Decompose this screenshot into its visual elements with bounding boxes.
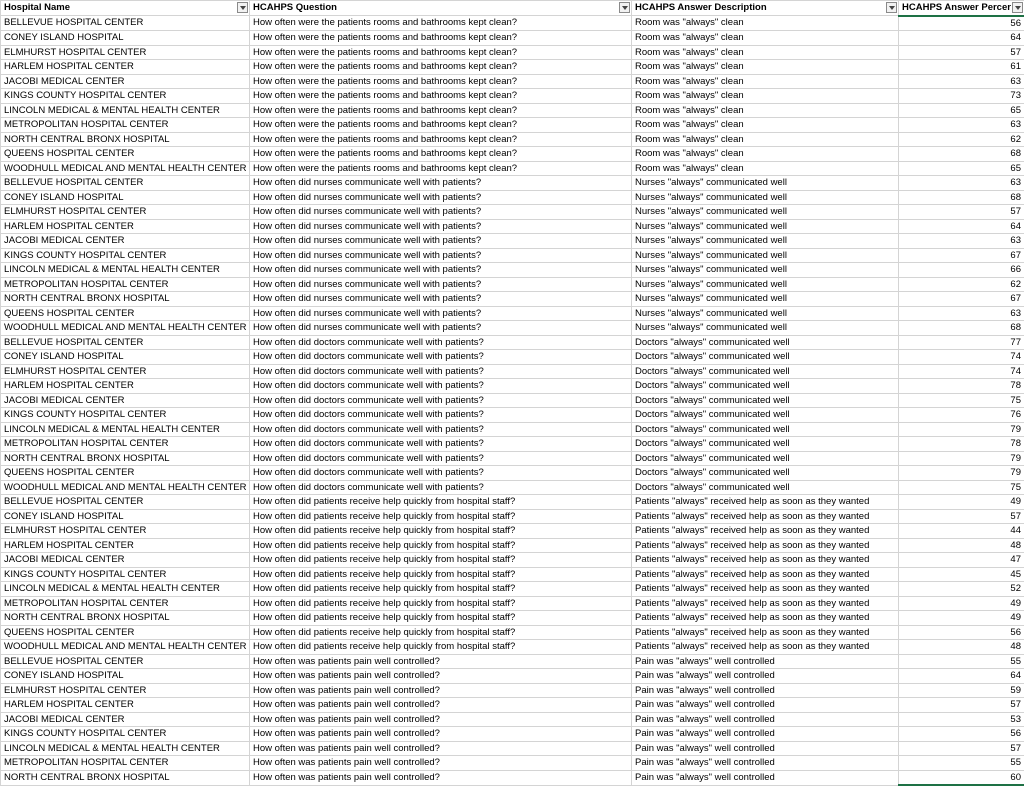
cell-question[interactable]: How often did nurses communicate well with patients? [250, 321, 632, 336]
cell-answer-description[interactable]: Patients "always" received help as soon as they wanted [632, 538, 899, 553]
cell-hospital-name[interactable]: HARLEM HOSPITAL CENTER [1, 538, 250, 553]
cell-question[interactable]: How often did patients receive help quickly from hospital staff? [250, 611, 632, 626]
cell-hospital-name[interactable]: METROPOLITAN HOSPITAL CENTER [1, 277, 250, 292]
table-row [1, 654, 1024, 669]
cell-answer-description[interactable]: Room was "always" clean [632, 60, 899, 75]
cell-hospital-name[interactable]: JACOBI MEDICAL CENTER [1, 393, 250, 408]
cell-question[interactable]: How often did doctors communicate well with patients? [250, 437, 632, 452]
cell-hospital-name[interactable]: HARLEM HOSPITAL CENTER [1, 219, 250, 234]
cell-question[interactable]: How often did nurses communicate well with patients? [250, 306, 632, 321]
cell-answer-description[interactable]: Doctors "always" communicated well [632, 379, 899, 394]
cell-question[interactable]: How often did nurses communicate well with patients? [250, 205, 632, 220]
cell-answer-percent[interactable]: 57 [899, 698, 1024, 713]
cell-answer-description[interactable]: Nurses "always" communicated well [632, 234, 899, 249]
cell-hospital-name[interactable]: BELLEVUE HOSPITAL CENTER [1, 335, 250, 350]
cell-answer-percent[interactable]: 74 [899, 350, 1024, 365]
cell-answer-description[interactable]: Doctors "always" communicated well [632, 480, 899, 495]
cell-answer-description[interactable]: Patients "always" received help as soon as they wanted [632, 495, 899, 510]
cell-answer-percent[interactable]: 52 [899, 582, 1024, 597]
cell-hospital-name[interactable]: HARLEM HOSPITAL CENTER [1, 698, 250, 713]
header-hcahps-answer-description[interactable] [632, 1, 899, 16]
cell-hospital-name[interactable]: LINCOLN MEDICAL & MENTAL HEALTH CENTER [1, 263, 250, 278]
cell-question[interactable]: How often did doctors communicate well with patients? [250, 379, 632, 394]
cell-question[interactable]: How often did patients receive help quickly from hospital staff? [250, 553, 632, 568]
cell-answer-percent[interactable]: 78 [899, 379, 1024, 394]
table-row [1, 161, 1024, 176]
cell-question[interactable]: How often were the patients rooms and bathrooms kept clean? [250, 31, 632, 46]
table-row [1, 74, 1024, 89]
cell-answer-description[interactable]: Room was "always" clean [632, 132, 899, 147]
cell-answer-description[interactable]: Nurses "always" communicated well [632, 292, 899, 307]
cell-hospital-name[interactable]: WOODHULL MEDICAL AND MENTAL HEALTH CENTER [1, 640, 250, 655]
cell-question[interactable]: How often was patients pain well controlled? [250, 727, 632, 742]
table-row [1, 16, 1024, 31]
cell-answer-description[interactable]: Nurses "always" communicated well [632, 263, 899, 278]
cell-question[interactable]: How often was patients pain well controlled? [250, 756, 632, 771]
cell-question[interactable]: How often did patients receive help quickly from hospital staff? [250, 495, 632, 510]
cell-answer-description[interactable]: Doctors "always" communicated well [632, 437, 899, 452]
header-label: HCAHPS Answer Description [635, 2, 767, 14]
cell-answer-percent[interactable]: 76 [899, 408, 1024, 423]
cell-answer-percent[interactable]: 67 [899, 248, 1024, 263]
cell-hospital-name[interactable]: CONEY ISLAND HOSPITAL [1, 669, 250, 684]
cell-answer-description[interactable]: Nurses "always" communicated well [632, 306, 899, 321]
cell-hospital-name[interactable]: WOODHULL MEDICAL AND MENTAL HEALTH CENTER [1, 480, 250, 495]
cell-answer-percent[interactable]: 67 [899, 292, 1024, 307]
cell-answer-description[interactable]: Nurses "always" communicated well [632, 277, 899, 292]
cell-answer-percent[interactable]: 45 [899, 567, 1024, 582]
cell-answer-percent[interactable]: 64 [899, 31, 1024, 46]
cell-answer-description[interactable]: Doctors "always" communicated well [632, 466, 899, 481]
cell-question[interactable]: How often did patients receive help quickly from hospital staff? [250, 524, 632, 539]
cell-answer-percent[interactable]: 56 [899, 16, 1024, 31]
table-row [1, 176, 1024, 191]
filter-dropdown-icon[interactable] [886, 2, 897, 13]
cell-hospital-name[interactable]: BELLEVUE HOSPITAL CENTER [1, 654, 250, 669]
cell-question[interactable]: How often did nurses communicate well with patients? [250, 219, 632, 234]
cell-answer-percent[interactable]: 49 [899, 596, 1024, 611]
cell-hospital-name[interactable]: NORTH CENTRAL BRONX HOSPITAL [1, 292, 250, 307]
cell-question[interactable]: How often were the patients rooms and bathrooms kept clean? [250, 132, 632, 147]
cell-answer-percent[interactable]: 48 [899, 640, 1024, 655]
table-row [1, 596, 1024, 611]
cell-answer-percent[interactable]: 63 [899, 234, 1024, 249]
cell-hospital-name[interactable]: BELLEVUE HOSPITAL CENTER [1, 16, 250, 31]
table-row [1, 451, 1024, 466]
cell-question[interactable]: How often did patients receive help quickly from hospital staff? [250, 509, 632, 524]
cell-question[interactable]: How often did patients receive help quickly from hospital staff? [250, 640, 632, 655]
table-row [1, 219, 1024, 234]
cell-answer-percent[interactable]: 55 [899, 756, 1024, 771]
cell-answer-percent[interactable]: 65 [899, 161, 1024, 176]
cell-question[interactable]: How often did patients receive help quickly from hospital staff? [250, 582, 632, 597]
cell-answer-description[interactable]: Nurses "always" communicated well [632, 190, 899, 205]
cell-question[interactable]: How often were the patients rooms and bathrooms kept clean? [250, 45, 632, 60]
cell-hospital-name[interactable]: METROPOLITAN HOSPITAL CENTER [1, 437, 250, 452]
cell-hospital-name[interactable]: CONEY ISLAND HOSPITAL [1, 31, 250, 46]
table-row [1, 553, 1024, 568]
header-label: HCAHPS Answer Percer [902, 2, 1011, 13]
cell-answer-percent[interactable]: 57 [899, 741, 1024, 756]
header-row [1, 1, 1024, 16]
cell-answer-percent[interactable]: 63 [899, 118, 1024, 133]
cell-answer-percent[interactable]: 63 [899, 306, 1024, 321]
table-row [1, 582, 1024, 597]
cell-question[interactable]: How often did doctors communicate well with patients? [250, 350, 632, 365]
cell-answer-percent[interactable]: 79 [899, 451, 1024, 466]
cell-hospital-name[interactable]: HARLEM HOSPITAL CENTER [1, 60, 250, 75]
cell-question[interactable]: How often did doctors communicate well with patients? [250, 422, 632, 437]
table-row [1, 524, 1024, 539]
cell-question[interactable]: How often did nurses communicate well with patients? [250, 176, 632, 191]
cell-question[interactable]: How often was patients pain well controlled? [250, 669, 632, 684]
cell-question[interactable]: How often did patients receive help quickly from hospital staff? [250, 625, 632, 640]
cell-answer-percent[interactable]: 68 [899, 190, 1024, 205]
table-row [1, 277, 1024, 292]
table-row [1, 480, 1024, 495]
cell-question[interactable]: How often did nurses communicate well with patients? [250, 248, 632, 263]
cell-answer-percent[interactable]: 63 [899, 74, 1024, 89]
table-row [1, 567, 1024, 582]
cell-question[interactable]: How often were the patients rooms and bathrooms kept clean? [250, 147, 632, 162]
cell-answer-description[interactable]: Room was "always" clean [632, 161, 899, 176]
cell-answer-description[interactable]: Pain was "always" well controlled [632, 712, 899, 727]
cell-answer-description[interactable]: Patients "always" received help as soon as they wanted [632, 640, 899, 655]
cell-hospital-name[interactable]: LINCOLN MEDICAL & MENTAL HEALTH CENTER [1, 103, 250, 118]
cell-question[interactable]: How often did nurses communicate well with patients? [250, 292, 632, 307]
cell-answer-percent[interactable]: 68 [899, 147, 1024, 162]
cell-answer-percent[interactable]: 62 [899, 277, 1024, 292]
cell-hospital-name[interactable]: NORTH CENTRAL BRONX HOSPITAL [1, 132, 250, 147]
cell-answer-description[interactable]: Pain was "always" well controlled [632, 654, 899, 669]
table-row [1, 538, 1024, 553]
cell-hospital-name[interactable]: JACOBI MEDICAL CENTER [1, 234, 250, 249]
cell-answer-description[interactable]: Room was "always" clean [632, 89, 899, 104]
cell-answer-percent[interactable]: 61 [899, 60, 1024, 75]
table-row [1, 770, 1024, 785]
table-row [1, 132, 1024, 147]
cell-answer-description[interactable]: Patients "always" received help as soon as they wanted [632, 509, 899, 524]
cell-answer-percent[interactable]: 49 [899, 611, 1024, 626]
filter-dropdown-icon[interactable] [1012, 2, 1023, 13]
cell-answer-percent[interactable]: 66 [899, 263, 1024, 278]
table-row [1, 611, 1024, 626]
cell-answer-description[interactable]: Pain was "always" well controlled [632, 683, 899, 698]
cell-hospital-name[interactable]: CONEY ISLAND HOSPITAL [1, 350, 250, 365]
cell-answer-description[interactable]: Room was "always" clean [632, 74, 899, 89]
table-body [1, 16, 1024, 786]
table-row [1, 364, 1024, 379]
header-hcahps-answer-percent[interactable] [899, 1, 1024, 16]
table-row [1, 495, 1024, 510]
cell-answer-percent[interactable]: 68 [899, 321, 1024, 336]
cell-answer-description[interactable]: Pain was "always" well controlled [632, 741, 899, 756]
cell-question[interactable]: How often were the patients rooms and bathrooms kept clean? [250, 60, 632, 75]
table-row [1, 350, 1024, 365]
cell-answer-percent[interactable]: 79 [899, 466, 1024, 481]
cell-hospital-name[interactable]: KINGS COUNTY HOSPITAL CENTER [1, 567, 250, 582]
cell-answer-description[interactable]: Room was "always" clean [632, 16, 899, 31]
table-row [1, 147, 1024, 162]
cell-answer-percent[interactable]: 78 [899, 437, 1024, 452]
table-row [1, 205, 1024, 220]
cell-question[interactable]: How often did doctors communicate well with patients? [250, 364, 632, 379]
table-row [1, 756, 1024, 771]
table-row [1, 321, 1024, 336]
cell-answer-description[interactable]: Room was "always" clean [632, 31, 899, 46]
cell-hospital-name[interactable]: WOODHULL MEDICAL AND MENTAL HEALTH CENTER [1, 161, 250, 176]
cell-answer-percent[interactable]: 62 [899, 132, 1024, 147]
cell-answer-description[interactable]: Patients "always" received help as soon as they wanted [632, 625, 899, 640]
cell-question[interactable]: How often were the patients rooms and bathrooms kept clean? [250, 16, 632, 31]
table-row [1, 640, 1024, 655]
cell-hospital-name[interactable]: BELLEVUE HOSPITAL CENTER [1, 176, 250, 191]
cell-question[interactable]: How often was patients pain well controlled? [250, 712, 632, 727]
cell-hospital-name[interactable]: METROPOLITAN HOSPITAL CENTER [1, 118, 250, 133]
cell-answer-description[interactable]: Pain was "always" well controlled [632, 770, 899, 785]
table-row [1, 466, 1024, 481]
cell-answer-percent[interactable]: 53 [899, 712, 1024, 727]
table-row [1, 190, 1024, 205]
cell-answer-description[interactable]: Room was "always" clean [632, 45, 899, 60]
cell-answer-percent[interactable]: 79 [899, 422, 1024, 437]
table-row [1, 727, 1024, 742]
cell-question[interactable]: How often did patients receive help quickly from hospital staff? [250, 596, 632, 611]
table-row [1, 625, 1024, 640]
cell-hospital-name[interactable]: QUEENS HOSPITAL CENTER [1, 306, 250, 321]
cell-answer-description[interactable]: Doctors "always" communicated well [632, 408, 899, 423]
table-row [1, 45, 1024, 60]
cell-answer-description[interactable]: Patients "always" received help as soon as they wanted [632, 524, 899, 539]
table-row [1, 509, 1024, 524]
cell-answer-description[interactable]: Nurses "always" communicated well [632, 176, 899, 191]
cell-answer-description[interactable]: Patients "always" received help as soon as they wanted [632, 611, 899, 626]
cell-answer-percent[interactable]: 57 [899, 205, 1024, 220]
table-row [1, 31, 1024, 46]
cell-answer-description[interactable]: Pain was "always" well controlled [632, 669, 899, 684]
cell-hospital-name[interactable]: NORTH CENTRAL BRONX HOSPITAL [1, 611, 250, 626]
table-row [1, 698, 1024, 713]
cell-answer-percent[interactable]: 59 [899, 683, 1024, 698]
cell-answer-percent[interactable]: 48 [899, 538, 1024, 553]
table-row [1, 379, 1024, 394]
table-row [1, 712, 1024, 727]
cell-question[interactable]: How often were the patients rooms and bathrooms kept clean? [250, 89, 632, 104]
cell-hospital-name[interactable]: BELLEVUE HOSPITAL CENTER [1, 495, 250, 510]
cell-question[interactable]: How often did nurses communicate well with patients? [250, 190, 632, 205]
cell-hospital-name[interactable]: LINCOLN MEDICAL & MENTAL HEALTH CENTER [1, 741, 250, 756]
cell-answer-description[interactable]: Pain was "always" well controlled [632, 698, 899, 713]
cell-answer-percent[interactable]: 64 [899, 219, 1024, 234]
cell-hospital-name[interactable]: KINGS COUNTY HOSPITAL CENTER [1, 89, 250, 104]
cell-hospital-name[interactable]: QUEENS HOSPITAL CENTER [1, 466, 250, 481]
filter-dropdown-icon[interactable] [237, 2, 248, 13]
cell-answer-description[interactable]: Doctors "always" communicated well [632, 364, 899, 379]
cell-hospital-name[interactable]: KINGS COUNTY HOSPITAL CENTER [1, 727, 250, 742]
cell-answer-percent[interactable]: 44 [899, 524, 1024, 539]
cell-hospital-name[interactable]: LINCOLN MEDICAL & MENTAL HEALTH CENTER [1, 582, 250, 597]
cell-answer-description[interactable]: Patients "always" received help as soon as they wanted [632, 596, 899, 611]
cell-answer-percent[interactable]: 49 [899, 495, 1024, 510]
cell-hospital-name[interactable]: ELMHURST HOSPITAL CENTER [1, 45, 250, 60]
header-label: HCAHPS Question [253, 2, 337, 14]
cell-question[interactable]: How often were the patients rooms and bathrooms kept clean? [250, 118, 632, 133]
cell-answer-percent[interactable]: 47 [899, 553, 1024, 568]
cell-question[interactable]: How often did doctors communicate well with patients? [250, 335, 632, 350]
table-row [1, 263, 1024, 278]
cell-question[interactable]: How often did doctors communicate well with patients? [250, 408, 632, 423]
cell-question[interactable]: How often were the patients rooms and bathrooms kept clean? [250, 161, 632, 176]
cell-answer-description[interactable]: Nurses "always" communicated well [632, 321, 899, 336]
cell-question[interactable]: How often was patients pain well controlled? [250, 654, 632, 669]
table-row [1, 103, 1024, 118]
cell-hospital-name[interactable]: HARLEM HOSPITAL CENTER [1, 379, 250, 394]
table-row [1, 408, 1024, 423]
cell-hospital-name[interactable]: ELMHURST HOSPITAL CENTER [1, 364, 250, 379]
cell-hospital-name[interactable]: JACOBI MEDICAL CENTER [1, 712, 250, 727]
table-row [1, 118, 1024, 133]
table-row [1, 234, 1024, 249]
table-row [1, 437, 1024, 452]
table-row [1, 306, 1024, 321]
cell-hospital-name[interactable]: LINCOLN MEDICAL & MENTAL HEALTH CENTER [1, 422, 250, 437]
table-row [1, 669, 1024, 684]
cell-hospital-name[interactable]: KINGS COUNTY HOSPITAL CENTER [1, 408, 250, 423]
cell-answer-percent[interactable]: 77 [899, 335, 1024, 350]
table-row [1, 60, 1024, 75]
cell-question[interactable]: How often did doctors communicate well with patients? [250, 466, 632, 481]
cell-answer-percent[interactable]: 60 [899, 770, 1024, 785]
cell-answer-description[interactable]: Doctors "always" communicated well [632, 393, 899, 408]
cell-answer-description[interactable]: Pain was "always" well controlled [632, 727, 899, 742]
header-hospital-name[interactable] [1, 1, 250, 16]
cell-answer-description[interactable]: Room was "always" clean [632, 118, 899, 133]
cell-question[interactable]: How often did doctors communicate well with patients? [250, 480, 632, 495]
cell-question[interactable]: How often did nurses communicate well with patients? [250, 277, 632, 292]
cell-answer-description[interactable]: Patients "always" received help as soon as they wanted [632, 553, 899, 568]
table-row [1, 422, 1024, 437]
cell-answer-description[interactable]: Pain was "always" well controlled [632, 756, 899, 771]
cell-hospital-name[interactable]: QUEENS HOSPITAL CENTER [1, 625, 250, 640]
cell-hospital-name[interactable]: KINGS COUNTY HOSPITAL CENTER [1, 248, 250, 263]
cell-answer-percent[interactable]: 56 [899, 625, 1024, 640]
cell-answer-percent[interactable]: 65 [899, 103, 1024, 118]
cell-answer-description[interactable]: Nurses "always" communicated well [632, 219, 899, 234]
cell-answer-description[interactable]: Patients "always" received help as soon as they wanted [632, 582, 899, 597]
table-row [1, 248, 1024, 263]
cell-answer-description[interactable]: Doctors "always" communicated well [632, 350, 899, 365]
cell-hospital-name[interactable]: JACOBI MEDICAL CENTER [1, 74, 250, 89]
cell-answer-description[interactable]: Doctors "always" communicated well [632, 422, 899, 437]
cell-question[interactable]: How often was patients pain well controlled? [250, 741, 632, 756]
cell-hospital-name[interactable]: ELMHURST HOSPITAL CENTER [1, 524, 250, 539]
cell-question[interactable]: How often did patients receive help quickly from hospital staff? [250, 538, 632, 553]
header-label: Hospital Name [4, 2, 70, 14]
cell-answer-description[interactable]: Doctors "always" communicated well [632, 335, 899, 350]
cell-hospital-name[interactable]: CONEY ISLAND HOSPITAL [1, 509, 250, 524]
cell-hospital-name[interactable]: NORTH CENTRAL BRONX HOSPITAL [1, 770, 250, 785]
cell-answer-percent[interactable]: 75 [899, 480, 1024, 495]
table-row [1, 89, 1024, 104]
cell-question[interactable]: How often did nurses communicate well with patients? [250, 234, 632, 249]
cell-hospital-name[interactable]: WOODHULL MEDICAL AND MENTAL HEALTH CENTER [1, 321, 250, 336]
cell-hospital-name[interactable]: ELMHURST HOSPITAL CENTER [1, 205, 250, 220]
cell-answer-percent[interactable]: 55 [899, 654, 1024, 669]
cell-hospital-name[interactable]: NORTH CENTRAL BRONX HOSPITAL [1, 451, 250, 466]
cell-answer-description[interactable]: Room was "always" clean [632, 103, 899, 118]
cell-answer-percent[interactable]: 57 [899, 45, 1024, 60]
cell-question[interactable]: How often were the patients rooms and bathrooms kept clean? [250, 103, 632, 118]
cell-answer-description[interactable]: Doctors "always" communicated well [632, 451, 899, 466]
cell-answer-description[interactable]: Patients "always" received help as soon as they wanted [632, 567, 899, 582]
cell-question[interactable]: How often was patients pain well controlled? [250, 770, 632, 785]
cell-answer-description[interactable]: Nurses "always" communicated well [632, 205, 899, 220]
table-row [1, 741, 1024, 756]
cell-answer-description[interactable]: Room was "always" clean [632, 147, 899, 162]
cell-answer-percent[interactable]: 75 [899, 393, 1024, 408]
cell-question[interactable]: How often did patients receive help quickly from hospital staff? [250, 567, 632, 582]
table-row [1, 292, 1024, 307]
header-hcahps-question[interactable] [250, 1, 632, 16]
cell-hospital-name[interactable]: METROPOLITAN HOSPITAL CENTER [1, 596, 250, 611]
cell-answer-percent[interactable]: 56 [899, 727, 1024, 742]
cell-answer-percent[interactable]: 74 [899, 364, 1024, 379]
cell-question[interactable]: How often did doctors communicate well with patients? [250, 451, 632, 466]
cell-hospital-name[interactable]: METROPOLITAN HOSPITAL CENTER [1, 756, 250, 771]
cell-hospital-name[interactable]: JACOBI MEDICAL CENTER [1, 553, 250, 568]
cell-question[interactable]: How often did nurses communicate well with patients? [250, 263, 632, 278]
cell-answer-percent[interactable]: 64 [899, 669, 1024, 684]
cell-question[interactable]: How often was patients pain well controlled? [250, 698, 632, 713]
filter-dropdown-icon[interactable] [619, 2, 630, 13]
cell-hospital-name[interactable]: QUEENS HOSPITAL CENTER [1, 147, 250, 162]
table-row [1, 335, 1024, 350]
cell-hospital-name[interactable]: CONEY ISLAND HOSPITAL [1, 190, 250, 205]
cell-answer-description[interactable]: Nurses "always" communicated well [632, 248, 899, 263]
cell-question[interactable]: How often was patients pain well controlled? [250, 683, 632, 698]
table-row [1, 683, 1024, 698]
cell-hospital-name[interactable]: ELMHURST HOSPITAL CENTER [1, 683, 250, 698]
cell-answer-percent[interactable]: 57 [899, 509, 1024, 524]
cell-question[interactable]: How often were the patients rooms and bathrooms kept clean? [250, 74, 632, 89]
cell-answer-percent[interactable]: 63 [899, 176, 1024, 191]
table-row [1, 393, 1024, 408]
cell-question[interactable]: How often did doctors communicate well with patients? [250, 393, 632, 408]
cell-answer-percent[interactable]: 73 [899, 89, 1024, 104]
